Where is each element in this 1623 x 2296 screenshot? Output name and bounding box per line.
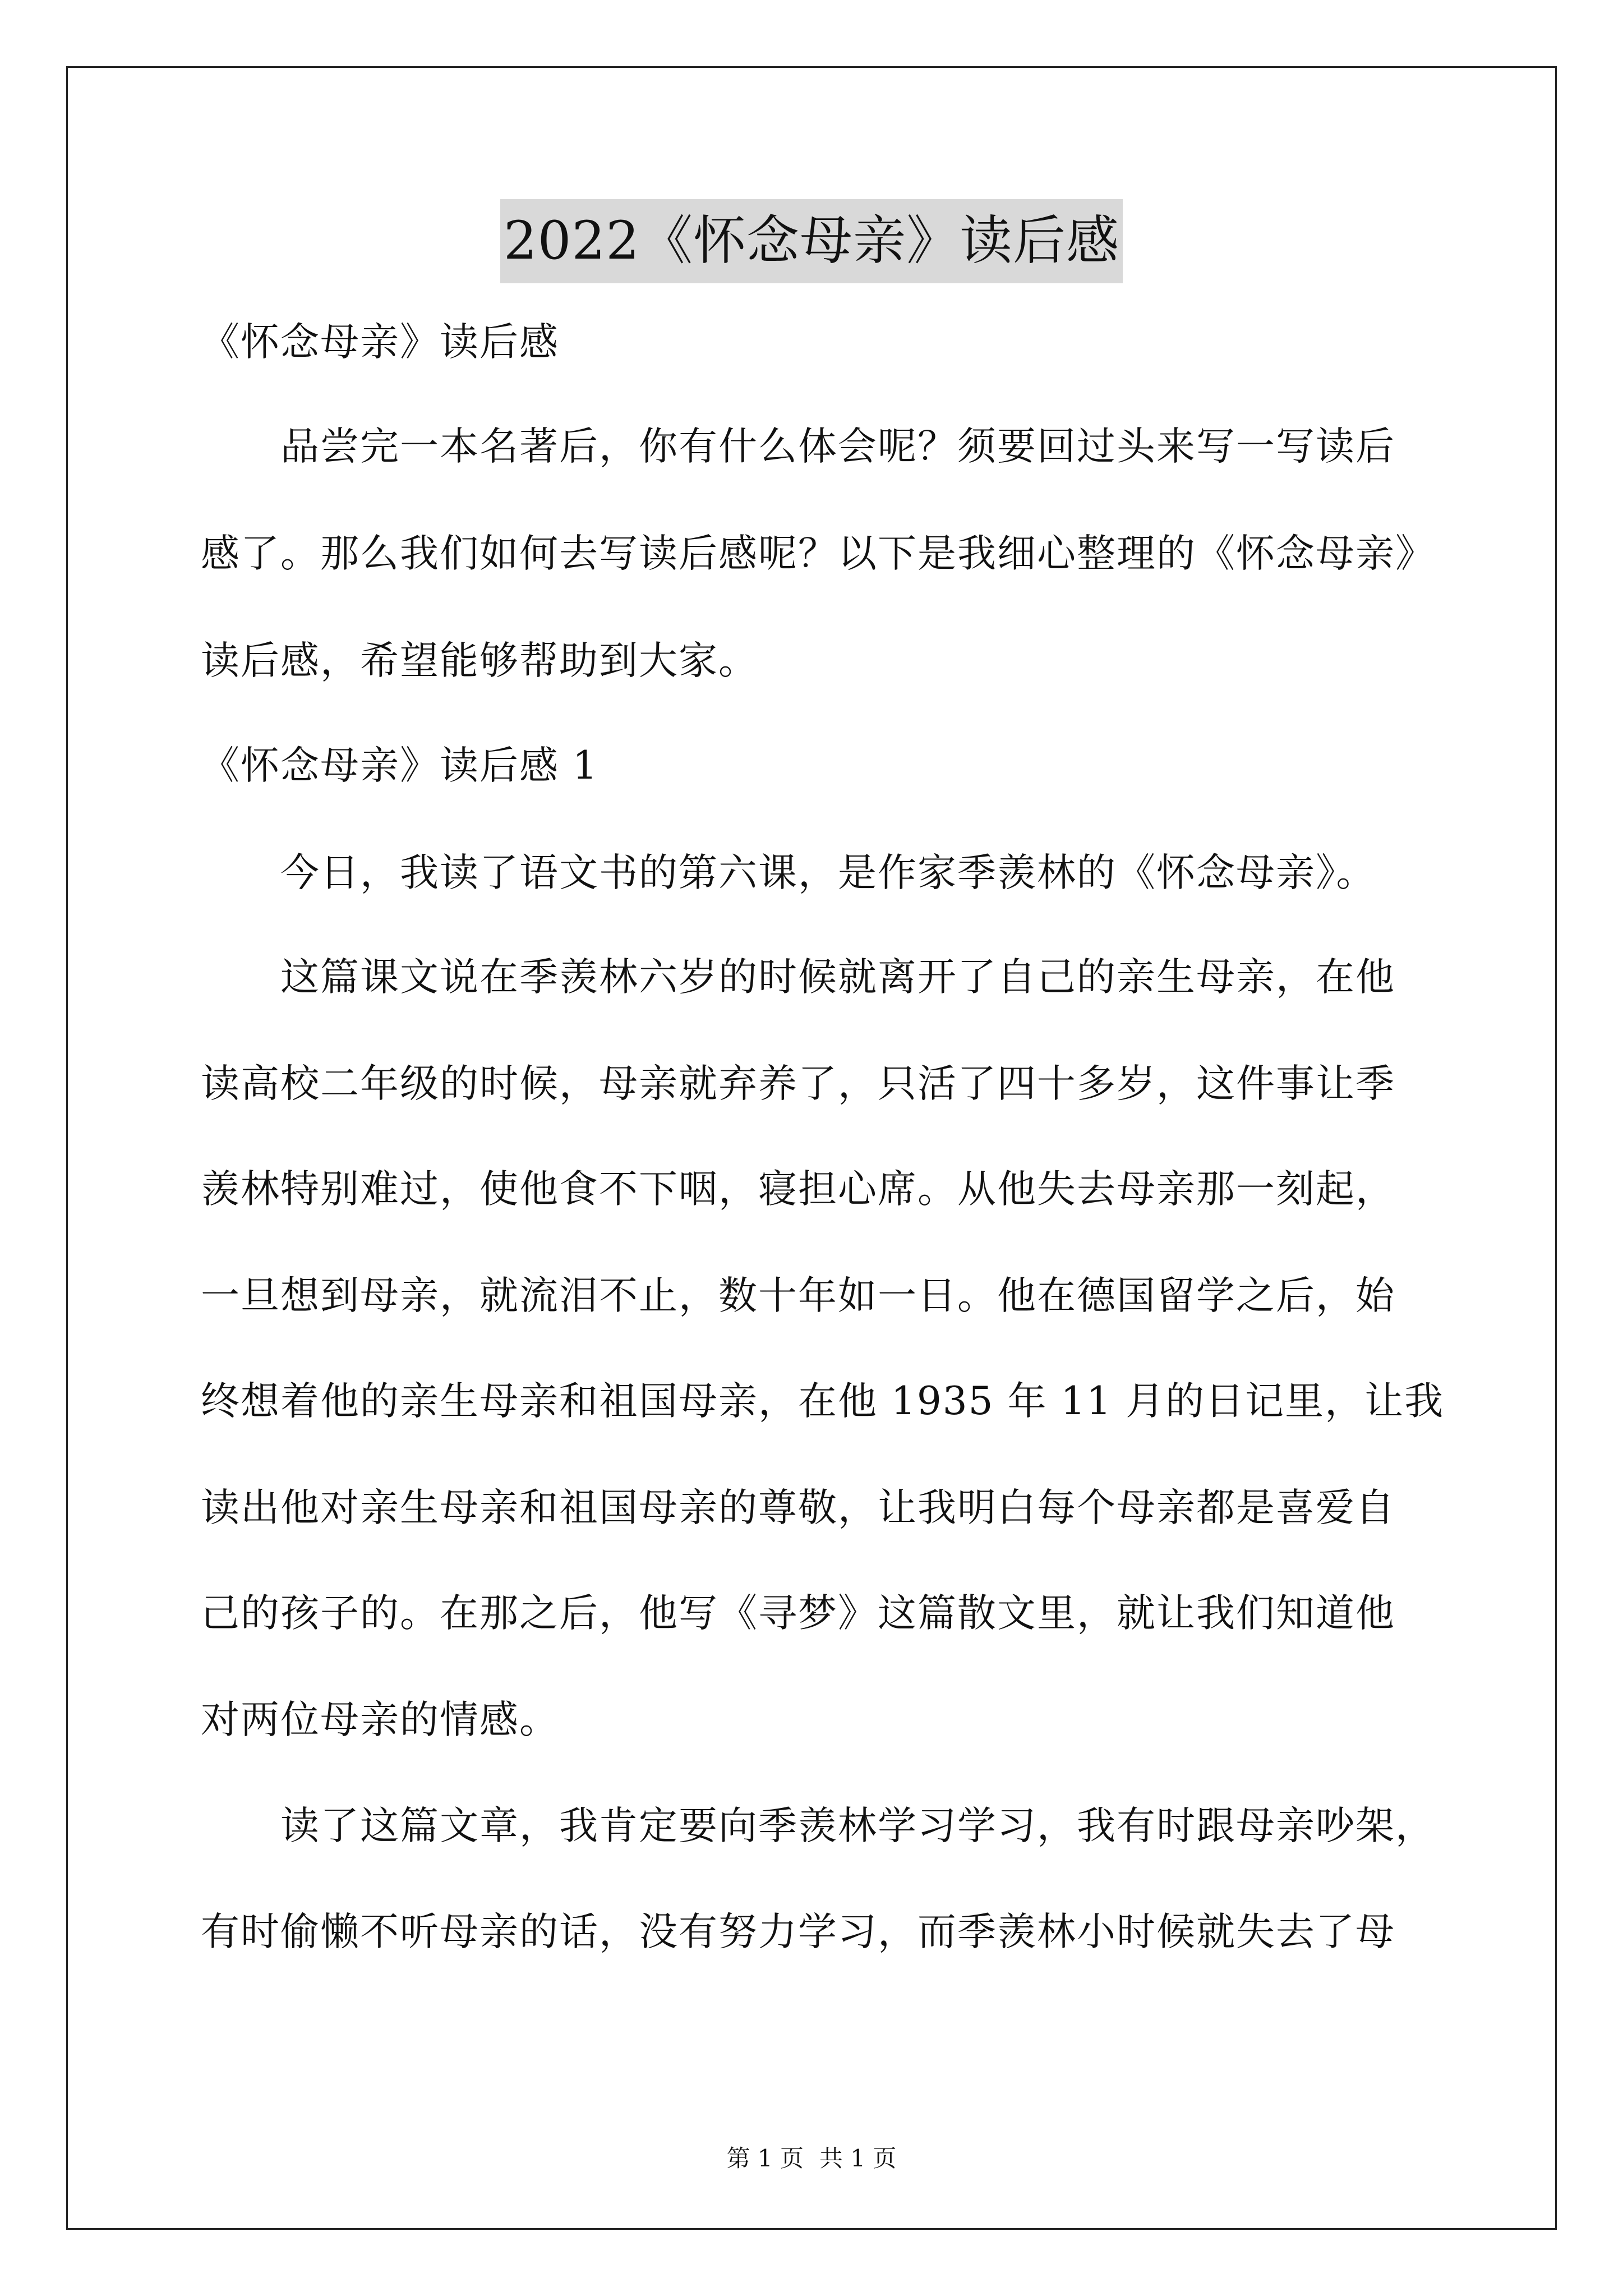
body-line: 读后感，希望能够帮助到大家。 xyxy=(201,638,758,683)
body-line: 终想着他的亲生母亲和祖国母亲，在他 1935 年 11 月的日记里，让我 xyxy=(201,1379,1445,1424)
section-heading: 《怀念母亲》读后感 1 xyxy=(201,743,598,788)
body-line: 读了这篇文章，我肯定要向季羡林学习学习，我有时跟母亲吵架， xyxy=(201,1803,1435,1848)
body-line: 今日，我读了语文书的第六课，是作家季羡林的《怀念母亲》。 xyxy=(201,850,1376,895)
body-line: 这篇课文说在季羡林六岁的时候就离开了自己的亲生母亲，在他 xyxy=(201,955,1395,1000)
page-number: 第 1 页 xyxy=(726,2145,804,2172)
document-title: 2022《怀念母亲》读后感 xyxy=(500,199,1123,283)
page-total: 共 1 页 xyxy=(819,2145,897,2172)
body-line: 对两位母亲的情感。 xyxy=(201,1697,559,1742)
body-line: 读高校二年级的时候，母亲就弃养了，只活了四十多岁，这件事让季 xyxy=(201,1061,1395,1106)
title-container xyxy=(0,199,1623,283)
body-line: 有时偷懒不听母亲的话，没有努力学习，而季羡林小时候就失去了母 xyxy=(201,1910,1395,1954)
body-line: 读出他对亲生母亲和祖国母亲的尊敬，让我明白每个母亲都是喜爱自 xyxy=(201,1485,1395,1530)
body-line: 己的孩子的。在那之后，他写《寻梦》这篇散文里，就让我们知道他 xyxy=(201,1591,1395,1636)
body-line: 一旦想到母亲，就流泪不止，数十年如一日。他在德国留学之后，始 xyxy=(201,1273,1395,1318)
body-line: 感了。那么我们如何去写读后感呢？以下是我细心整理的《怀念母亲》 xyxy=(201,531,1435,576)
section-heading: 《怀念母亲》读后感 xyxy=(201,320,559,365)
body-line: 品尝完一本名著后，你有什么体会呢？须要回过头来写一写读后 xyxy=(201,424,1395,469)
body-line: 羡林特别难过，使他食不下咽，寝担心席。从他失去母亲那一刻起， xyxy=(201,1167,1395,1212)
page-footer xyxy=(0,2142,1623,2175)
